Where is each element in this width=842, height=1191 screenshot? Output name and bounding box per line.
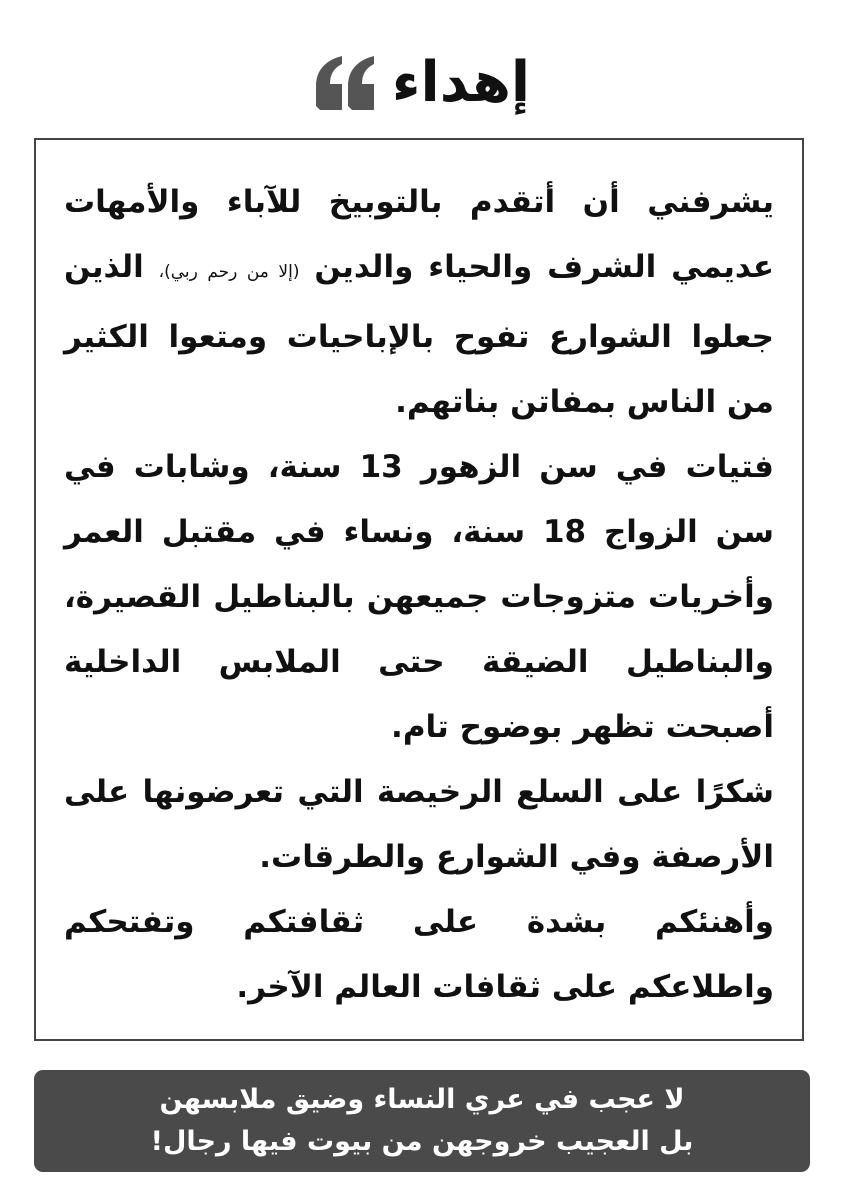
footer-banner bbox=[34, 1070, 810, 1172]
paragraph-1-part-1: يشرفني أن أتقدم بالتوبيخ للآباء والأمهات عديمي الشرف والحياء والدين bbox=[64, 184, 774, 285]
footer-line-1: لا عجب في عري النساء وضيق ملابسهن bbox=[159, 1084, 685, 1115]
quote-marks-icon bbox=[312, 54, 378, 112]
aside-note: (إلا من رحم ربي)، bbox=[158, 262, 300, 282]
dedication-text bbox=[64, 170, 774, 1020]
page-title: إهداء bbox=[391, 50, 531, 115]
paragraph-2: فتيات في سن الزهور 13 سنة، وشابات في سن الزواج 18 سنة، ونساء في مقتبل العمر وأخريات متزوجات جميعهن بالبناطيل القصيرة، والبناطيل الضيقة حتى الملابس الداخلية أصبحت تظهر بوضوح تام. bbox=[64, 449, 774, 745]
paragraph-4: وأهنئكم بشدة على ثقافتكم وتفتحكم واطلاعكم على ثقافات العالم الآخر. bbox=[64, 904, 774, 1005]
paragraph-3: شكرًا على السلع الرخيصة التي تعرضونها على الأرصفة وفي الشوارع والطرقات. bbox=[64, 774, 774, 875]
page-header bbox=[0, 38, 842, 128]
footer-line-2: بل العجيب خروجهن من بيوت فيها رجال! bbox=[150, 1126, 694, 1157]
paragraph-1-part-2: الذين جعلوا الشوارع تفوح بالإباحيات ومتعوا الكثير من الناس بمفاتن بناتهم. bbox=[64, 249, 774, 420]
dedication-box bbox=[34, 138, 804, 1041]
paragraph-1 bbox=[64, 170, 774, 435]
